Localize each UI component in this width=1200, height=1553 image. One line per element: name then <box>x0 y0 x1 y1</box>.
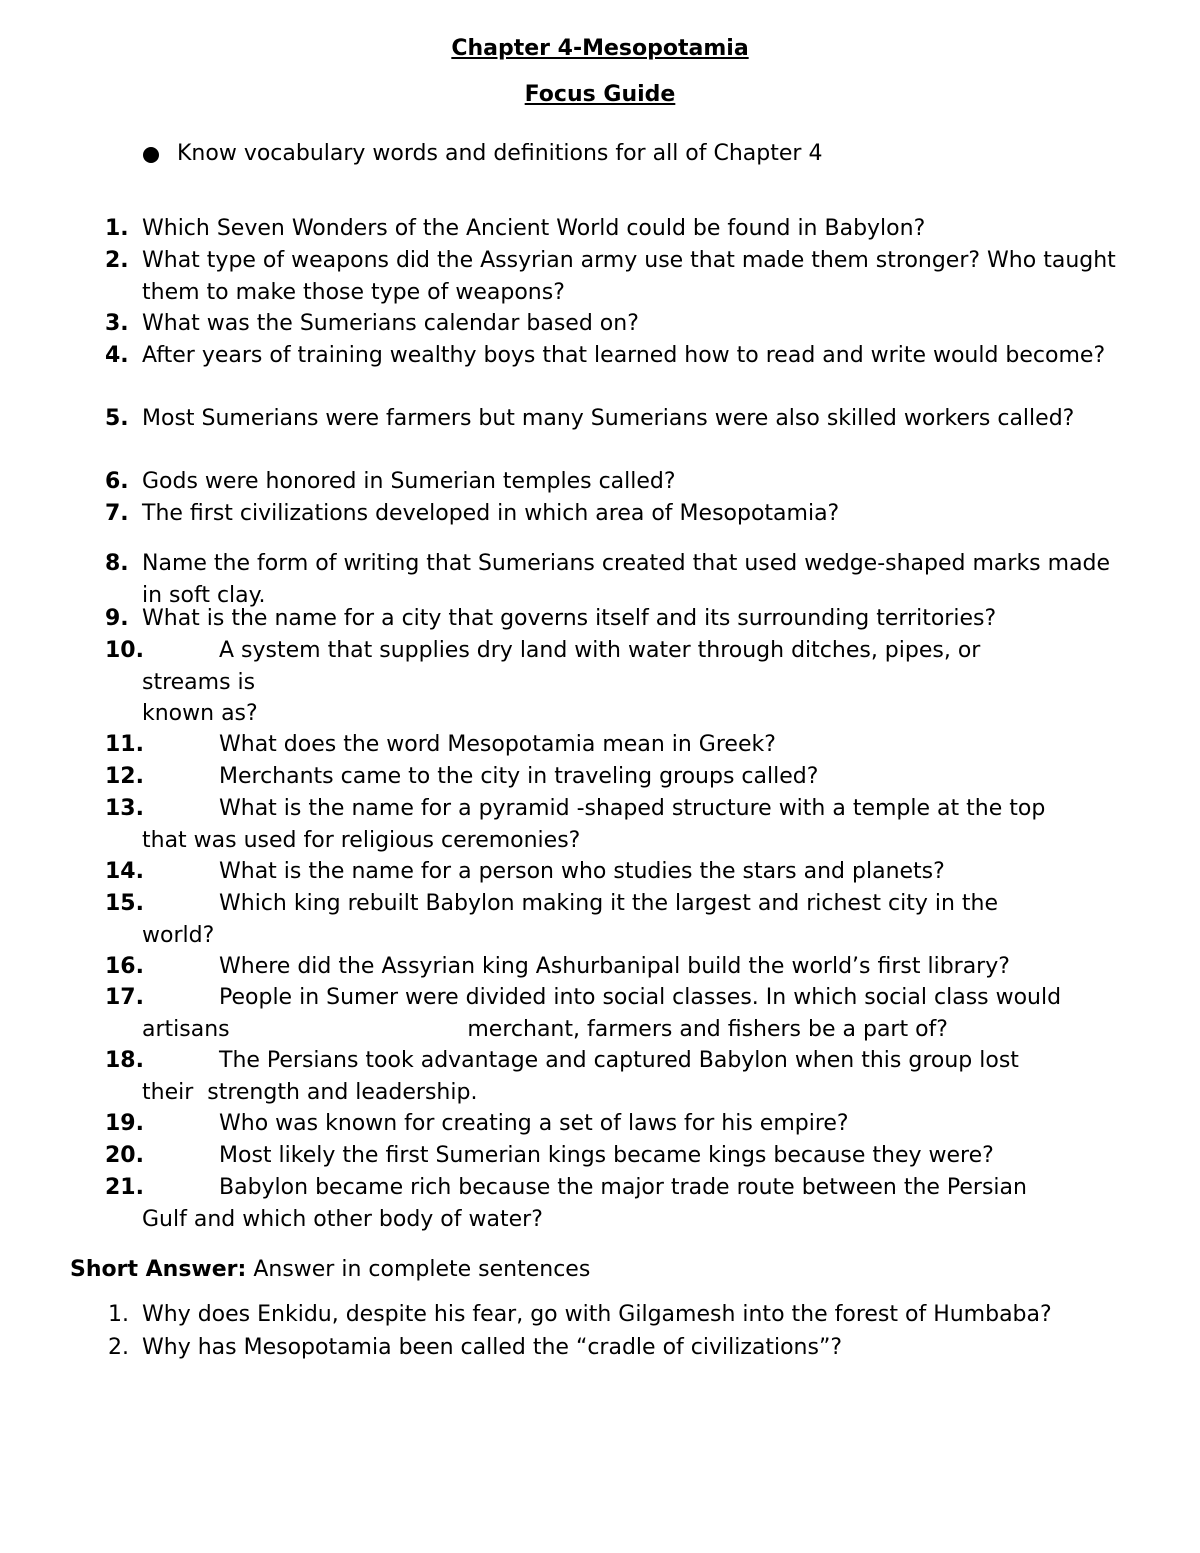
question-line: Which king rebuilt Babylon making it the largest and richest city in the <box>219 891 999 916</box>
short-answer-number: 1. <box>108 1302 129 1327</box>
question-number: 5. <box>105 406 129 431</box>
question-line: What is the name for a pyramid -shaped structure with a temple at the top <box>219 796 1046 821</box>
short-answer-number: 2. <box>108 1335 129 1360</box>
question-number: 18. <box>105 1048 144 1073</box>
question-number: 7. <box>105 501 129 526</box>
question-text <box>142 1108 1132 1140</box>
question-line: A system that supplies dry land with water through ditches, pipes, or <box>219 638 981 663</box>
question-continuation-line: world? <box>142 922 215 948</box>
question-text <box>142 761 1132 793</box>
question-line: People in Sumer were divided into social classes. In which social class would <box>219 985 1062 1010</box>
question-continuation-line: known as? <box>142 701 258 726</box>
question-line: What is the name for a person who studies the stars and planets? <box>219 859 945 884</box>
question-line: Most likely the first Sumerian kings became kings because they were? <box>219 1143 994 1168</box>
question-text <box>142 466 1132 498</box>
question-number: 17. <box>105 985 144 1010</box>
question-text <box>142 213 1132 245</box>
question-text <box>142 308 1132 340</box>
question-line: Gods were honored in Sumerian temples called? <box>142 469 676 494</box>
question-number: 13. <box>105 796 144 821</box>
question-number: 19. <box>105 1111 144 1136</box>
question-line: Most Sumerians were farmers but many Sumerians were also skilled workers called? <box>142 406 1075 431</box>
question-continuation-line: artisans merchant, farmers and fishers be a part of? <box>142 1016 948 1042</box>
question-continuation-line: streams is <box>142 669 256 695</box>
short-answer-instruction: Answer in complete sentences <box>246 1257 591 1282</box>
question-continuation-line: that was used for religious ceremonies? <box>142 827 581 853</box>
question-number: 14. <box>105 859 144 884</box>
question-number: 6. <box>105 469 129 494</box>
short-answer-question: Why has Mesopotamia been called the “cradle of civilizations”? <box>142 1335 843 1360</box>
question-text <box>142 1140 1132 1172</box>
question-text <box>142 603 1132 635</box>
question-line: What type of weapons did the Assyrian army use that made them stronger? Who taught them to make those type of weapons? <box>142 248 1116 305</box>
question-number: 10. <box>105 638 144 663</box>
question-line: Who was known for creating a set of laws for his empire? <box>219 1111 849 1136</box>
question-text <box>142 982 1132 1045</box>
question-line: Name the form of writing that Sumerians created that used wedge-shaped marks made in soft clay. <box>142 551 1111 608</box>
question-line: Babylon became rich because the major trade route between the Persian <box>219 1175 1027 1200</box>
question-text <box>142 951 1132 983</box>
question-number: 3. <box>105 311 129 336</box>
question-number: 8. <box>105 551 129 576</box>
question-number: 12. <box>105 764 144 789</box>
question-number: 20. <box>105 1143 144 1168</box>
question-line: What is the name for a city that governs itself and its surrounding territories? <box>142 606 997 631</box>
short-answer-heading <box>70 1254 590 1285</box>
bullet-icon <box>143 147 159 163</box>
question-line: What does the word Mesopotamia mean in Greek? <box>219 732 776 757</box>
question-number: 16. <box>105 954 144 979</box>
bullet-text: Know vocabulary words and definitions for all of Chapter 4 <box>177 141 823 166</box>
question-text <box>142 856 1132 888</box>
question-line: The Persians took advantage and captured Babylon when this group lost <box>219 1048 1019 1073</box>
question-text <box>142 1045 1132 1108</box>
question-continuation-line: Gulf and which other body of water? <box>142 1206 543 1232</box>
short-answer-label: Short Answer: <box>70 1257 247 1282</box>
question-number: 2. <box>105 248 129 273</box>
question-text <box>142 403 1132 435</box>
question-line: What was the Sumerians calendar based on? <box>142 311 639 336</box>
question-number: 4. <box>105 343 129 368</box>
question-text <box>142 245 1132 308</box>
page-subtitle: Focus Guide <box>524 82 676 107</box>
question-number: 9. <box>105 606 129 631</box>
question-text <box>142 729 1132 761</box>
question-number: 1. <box>105 216 129 241</box>
question-text <box>142 498 1132 530</box>
question-text <box>142 793 1132 856</box>
question-line: Where did the Assyrian king Ashurbanipal build the world’s first library? <box>219 954 1010 979</box>
question-line: Which Seven Wonders of the Ancient World could be found in Babylon? <box>142 216 926 241</box>
question-text <box>142 548 1132 611</box>
question-line: After years of training wealthy boys that learned how to read and write would become? <box>142 343 1106 368</box>
page-title: Chapter 4-Mesopotamia <box>451 36 749 61</box>
question-number: 11. <box>105 732 144 757</box>
question-text <box>142 1172 1132 1235</box>
short-answer-question: Why does Enkidu, despite his fear, go with Gilgamesh into the forest of Humbaba? <box>142 1302 1052 1327</box>
question-text <box>142 635 1132 730</box>
question-continuation-line: their strength and leadership. <box>142 1079 478 1105</box>
question-line: Merchants came to the city in traveling groups called? <box>219 764 819 789</box>
question-number: 15. <box>105 891 144 916</box>
question-line: The first civilizations developed in which area of Mesopotamia? <box>142 501 840 526</box>
question-text <box>142 888 1132 951</box>
question-number: 21. <box>105 1175 144 1200</box>
question-text <box>142 340 1132 372</box>
